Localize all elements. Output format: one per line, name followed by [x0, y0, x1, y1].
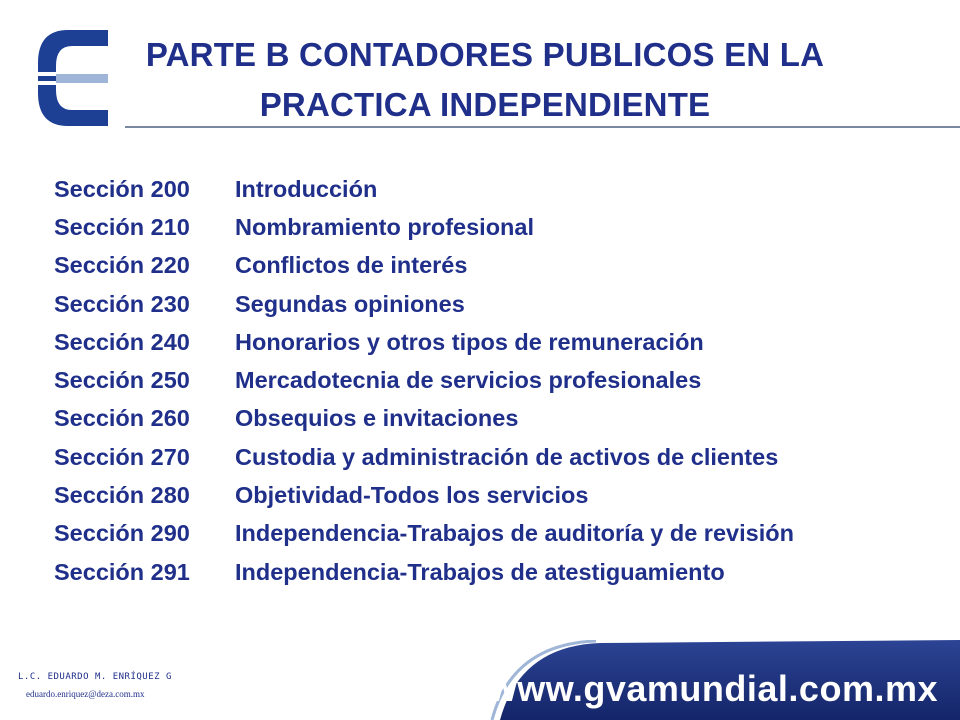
list-item [54, 476, 794, 514]
author-email: eduardo.enriquez@deza.com.mx [26, 689, 145, 699]
section-code: Sección 240 [54, 328, 190, 355]
section-name: Independencia-Trabajos de auditoría y de revisión [235, 520, 794, 547]
section-name: Honorarios y otros tipos de remuneración [235, 328, 704, 355]
section-name: Nombramiento profesional [235, 213, 535, 240]
section-name: Introducción [235, 175, 378, 202]
list-item [54, 247, 794, 285]
list-item [54, 208, 794, 246]
section-code: Sección 291 [54, 558, 190, 585]
author-name: L.C. EDUARDO M. ENRÍQUEZ G [18, 672, 172, 682]
section-name: Independencia-Trabajos de atestiguamiento [235, 558, 725, 585]
page-title [120, 30, 850, 130]
company-logo [30, 28, 120, 128]
section-code: Sección 260 [54, 405, 190, 432]
section-code: Sección 210 [54, 213, 190, 240]
website-url: www.gvamundial.com.mx [488, 668, 938, 709]
list-item [54, 553, 794, 591]
section-name: Objetividad-Todos los servicios [235, 482, 589, 509]
title-line-1: PARTE B CONTADORES PUBLICOS EN LA [145, 36, 825, 73]
section-name: Obsequios e invitaciones [235, 405, 519, 432]
list-item [54, 515, 794, 553]
section-code: Sección 220 [54, 252, 190, 279]
list-item [54, 361, 794, 399]
section-name: Conflictos de interés [235, 252, 468, 279]
section-name: Segundas opiniones [235, 290, 465, 317]
section-code: Sección 250 [54, 367, 190, 394]
list-item [54, 438, 794, 476]
section-name: Custodia y administración de activos de clientes [235, 443, 779, 470]
list-item [54, 400, 794, 438]
list-item [54, 170, 794, 208]
section-code: Sección 290 [54, 520, 190, 547]
section-code: Sección 230 [54, 290, 190, 317]
title-line-2: PRACTICA INDEPENDIENTE [259, 86, 711, 123]
section-name: Mercadotecnia de servicios profesionales [235, 367, 702, 394]
title-divider [125, 126, 960, 128]
section-code: Sección 200 [54, 175, 190, 202]
sections-list [54, 170, 794, 591]
list-item [54, 285, 794, 323]
section-code: Sección 280 [54, 482, 190, 509]
list-item [54, 323, 794, 361]
section-code: Sección 270 [54, 443, 190, 470]
